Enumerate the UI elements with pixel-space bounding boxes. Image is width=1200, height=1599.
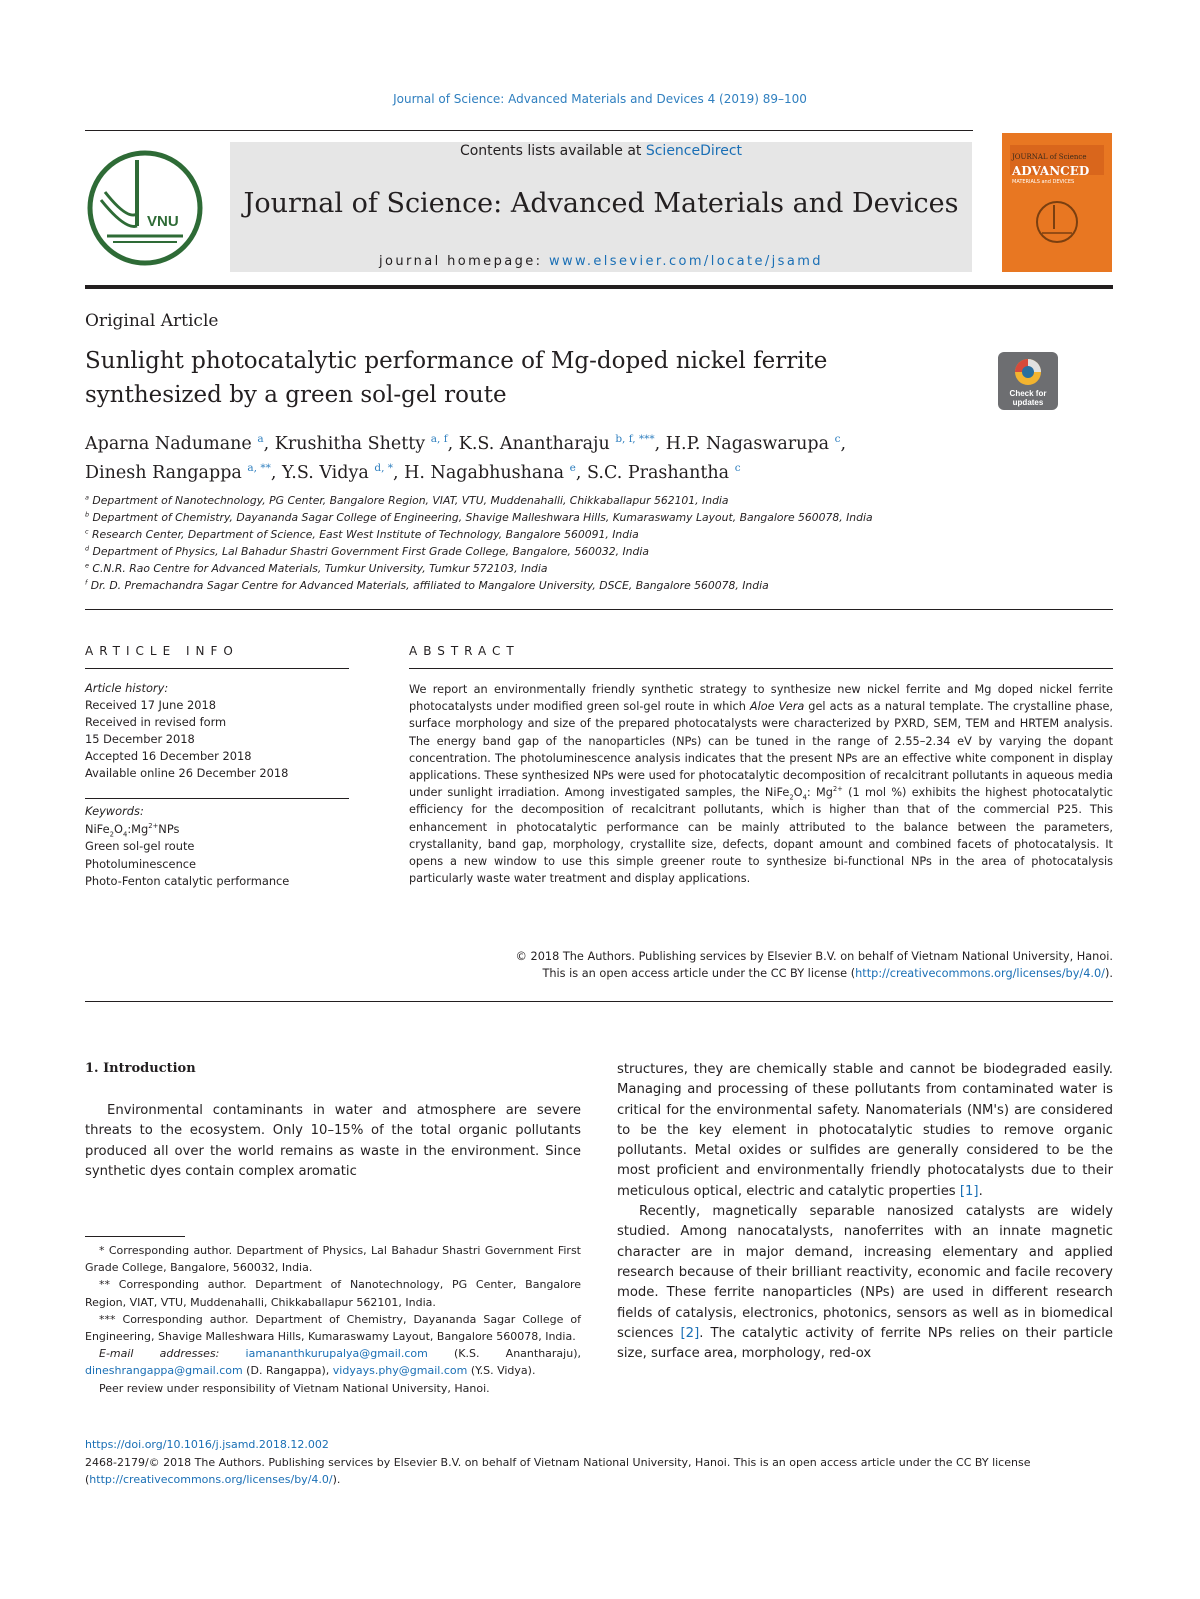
sciencedirect-link[interactable]: ScienceDirect xyxy=(645,143,743,159)
journal-cover xyxy=(1002,133,1112,272)
author-separator: , xyxy=(654,434,666,454)
contents-line xyxy=(230,143,972,159)
author-affiliation-mark[interactable]: b, f, *** xyxy=(615,433,655,446)
logo-text: VNU xyxy=(147,213,179,230)
journal-reference[interactable]: Journal of Science: Advanced Materials and Devices 4 (2019) 89–100 xyxy=(393,92,807,106)
doi-link[interactable]: https://doi.org/10.1016/j.jsamd.2018.12.002 xyxy=(85,1438,329,1451)
affiliation-item xyxy=(85,543,1085,560)
keyword-item: Photoluminescence xyxy=(85,856,197,871)
homepage-link[interactable]: www.elsevier.com/locate/jsamd xyxy=(548,254,823,269)
cover-title-small: JOURNAL of Science xyxy=(1012,153,1087,161)
journal-title: Journal of Science: Advanced Materials and Devices xyxy=(243,188,959,219)
homepage-prefix: journal homepage: xyxy=(379,254,549,269)
author-affiliation-mark[interactable]: d, * xyxy=(374,462,394,475)
abstract-text: We report an environmentally friendly synthetic strategy to synthesize new nickel ferrite and Mg doped nickel ferrite photocatalysts under modified green sol-gel route in which Aloe Vera gel acts as a natural template. The crystalline phase, surface morphology and size of the prepared photocatalysts were characterized by PXRD, SEM, TEM and HRTEM analysis. The energy band gap of the nanoparticles (NPs) can be tuned in the range of 2.55–2.34 eV by varying the dopant concentration. The photoluminescence analysis indicates that the present NPs are an effective white component in display applications. These synthesized NPs were used for photocatalytic decomposition of recalcitrant pollutants in aqueous media under sunlight irradiation. Among investigated samples, the $NiFe_2O_4$: $Mg^{2+}$ (1 mol %) exhibits the highest photocatalytic efficiency for the decomposition of recalcitrant pollutants, which is higher than that of the commercial P25. This enhancement in photocatalytic performance can be mainly attributed to the balance between the parameters, crystallanity, band gap, morphology, crystallite size, defects, dopant amount and combined facets of photocatalysis. It opens a new window to use this simple greener route to synthesize bi-functional NPs in the area of photocatalysis particularly waste water treatment and display applications. xyxy=(409,683,1114,886)
email-footnote: E-mail addresses: iamananthkurupalya@gmail.com (K.S. Anantharaju), dineshrangappa@gmail.com (D. Rangappa), vidyays.phy@gmail.com (Y.S. Vidya). xyxy=(85,1347,581,1378)
license-link-line: (http://creativecommons.org/licenses/by/4.0/). xyxy=(85,1473,341,1486)
author-separator: , xyxy=(575,463,588,483)
top-rule xyxy=(85,130,973,131)
article-title-line1: Sunlight photocatalytic performance of Mg-doped nickel ferrite xyxy=(85,348,828,374)
intro-paragraph: Environmental contaminants in water and atmosphere are severe threats to the ecosystem. Only 10–15% of the total organic pollutants produced all over the world remains as waste in the environment. Since synthetic dyes contain complex aromatic xyxy=(85,1103,581,1179)
cover-title-big: ADVANCED xyxy=(1012,164,1090,178)
affiliation-key: c xyxy=(85,527,89,536)
reference-link[interactable]: [2] xyxy=(680,1325,700,1341)
keywords-label: Keywords: xyxy=(85,804,144,818)
crossmark-label2: updates xyxy=(1012,398,1044,407)
affiliation-key: e xyxy=(85,561,89,570)
history-item: 15 December 2018 xyxy=(85,732,195,746)
vnu-logo-icon xyxy=(85,148,205,268)
affiliation-text: Department of Chemistry, Dayananda Sagar College of Engineering, Shavige Malleshwara Hills, Kumaraswamy Layout, Bangalore 560078, India xyxy=(92,511,873,525)
bottom-license xyxy=(85,1454,1113,1488)
copyright-line: © 2018 The Authors. Publishing services by Elsevier B.V. on behalf of Vietnam National University, Hanoi. xyxy=(515,950,1113,963)
cover-emblem-icon xyxy=(1034,199,1080,245)
author-separator: , xyxy=(840,434,847,454)
abstract-rule xyxy=(409,668,1113,669)
author-affiliation-mark[interactable]: a xyxy=(257,433,264,446)
affiliation-key: f xyxy=(85,578,88,587)
author-affiliation-mark[interactable]: c xyxy=(734,462,741,475)
email-link[interactable]: dineshrangappa@gmail.com xyxy=(85,1364,243,1378)
affiliation-item xyxy=(85,526,1085,543)
author-name: Aparna Nadumane xyxy=(85,434,252,454)
affiliation-item xyxy=(85,560,1085,577)
author-separator: , xyxy=(263,434,275,454)
abstract-heading: ABSTRACT xyxy=(409,644,520,658)
keyword-item: $NiFe_2O_4:Mg^{2+}NPs$ xyxy=(85,821,180,838)
article-title xyxy=(85,344,965,412)
author-separator: , xyxy=(270,463,282,483)
author-name: Krushitha Shetty xyxy=(274,434,426,454)
affiliation-list xyxy=(85,492,1085,595)
crossmark-label1: Check for xyxy=(1009,389,1047,398)
keywords xyxy=(85,803,349,891)
intro-column-right xyxy=(617,1060,1113,1364)
author-separator: , xyxy=(447,434,459,454)
article-info-rule xyxy=(85,668,349,669)
article-history xyxy=(85,680,349,782)
abstract-bottom-rule xyxy=(85,1001,1113,1002)
footnote: ** Corresponding author. Department of Nanotechnology, PG Center, Bangalore Region, VIAT, VTU, Muddenahalli, Chikkaballapur 562101, India. xyxy=(85,1278,581,1309)
affiliation-key: b xyxy=(85,510,90,519)
peer-review-note: Peer review under responsibility of Vietnam National University, Hanoi. xyxy=(99,1381,490,1395)
section-heading-introduction: 1. Introduction xyxy=(85,1061,196,1076)
affiliation-key: a xyxy=(85,493,89,502)
license-line: This is an open access article under the CC BY license (http://creativecommons.org/licenses/by/4.0/). xyxy=(542,967,1113,981)
affiliation-text: Department of Nanotechnology, PG Center, Bangalore Region, VIAT, VTU, Muddenahalli, Chikkaballapur 562101, India xyxy=(92,494,729,507)
author-name: Y.S. Vidya xyxy=(281,463,369,483)
intro-paragraph: structures, they are chemically stable and cannot be biodegraded easily. Managing and processing of these pollutants from contaminated water is critical for the environmental safety. Nanomaterials (NM's) are considered to be the key element in photocatalytic studies to remove organic pollutants. Metal oxides or sulfides are generally considered to be the most proficient and environmentally friendly photocatalysts due to their meticulous optical, electric and catalytic properties [1]. xyxy=(617,1062,1113,1199)
reference-link[interactable]: [1] xyxy=(959,1183,979,1199)
license-link[interactable]: http://creativecommons.org/licenses/by/4.0/ xyxy=(855,967,1105,981)
abstract-copyright xyxy=(409,948,1113,982)
author-name: Dinesh Rangappa xyxy=(85,463,242,483)
keyword-item: Green sol-gel route xyxy=(85,839,195,853)
footnote: * Corresponding author. Department of Physics, Lal Bahadur Shastri Government First Grade College, Bangalore, 560032, India. xyxy=(85,1244,581,1275)
cover-subtitle: MATERIALS and DEVICES xyxy=(1012,179,1075,185)
article-type: Original Article xyxy=(85,311,219,331)
author-affiliation-mark[interactable]: e xyxy=(569,462,576,475)
author-name: H. Nagabhushana xyxy=(404,463,565,483)
license-url-link[interactable]: http://creativecommons.org/licenses/by/4.0/ xyxy=(89,1473,333,1486)
footnote: *** Corresponding author. Department of Chemistry, Dayananda Sagar College of Engineering, Shavige Malleshwara Hills, Kumaraswamy Layout, Bangalore 560078, India. xyxy=(85,1312,581,1344)
author-name: K.S. Anantharaju xyxy=(458,434,610,454)
affiliation-key: d xyxy=(85,544,90,553)
author-affiliation-mark[interactable]: c xyxy=(834,433,841,446)
affiliation-text: Department of Physics, Lal Bahadur Shastri Government First Grade College, Bangalore, 560032, India xyxy=(92,545,649,559)
email-link[interactable]: iamananthkurupalya@gmail.com xyxy=(245,1347,428,1361)
history-item: Received in revised form xyxy=(85,715,227,729)
history-item: Available online 26 December 2018 xyxy=(85,766,289,780)
history-item: Received 17 June 2018 xyxy=(85,698,216,712)
header-thick-rule xyxy=(85,285,1113,289)
affiliation-text: C.N.R. Rao Centre for Advanced Materials, Tumkur University, Tumkur 572103, India xyxy=(92,562,548,576)
history-item: Accepted 16 December 2018 xyxy=(85,749,252,763)
vnu-logo xyxy=(85,148,205,268)
author-name: H.P. Nagaswarupa xyxy=(665,434,830,454)
affiliation-text: Research Center, Department of Science, East West Institute of Technology, Bangalore 560091, India xyxy=(92,528,639,542)
affiliation-item xyxy=(85,509,1085,526)
license-statement: 2468-2179/© 2018 The Authors. Publishing services by Elsevier B.V. on behalf of Vietnam National University, Hanoi. This is an open access article under the CC BY license xyxy=(85,1456,1031,1469)
intro-column-left xyxy=(85,1101,581,1182)
affiliation-rule xyxy=(85,609,1113,610)
affiliation-text: Dr. D. Premachandra Sagar Centre for Advanced Materials, affiliated to Mangalore University, DSCE, Bangalore 560078, India xyxy=(90,579,769,593)
author-name: S.C. Prashantha xyxy=(587,463,730,483)
history-label: Article history: xyxy=(85,681,169,695)
check-for-updates-button[interactable] xyxy=(998,352,1058,410)
author-affiliation-mark[interactable]: a, ** xyxy=(247,462,271,475)
keywords-rule xyxy=(85,798,349,799)
article-title-line2: synthesized by a green sol-gel route xyxy=(85,382,507,408)
author-list xyxy=(85,430,1075,488)
affiliation-item xyxy=(85,577,1085,594)
intro-paragraph: Recently, magnetically separable nanosized catalysts are widely studied. Among nanocatalysts, nanoferrites with an innate magnetic character are in major demand, increasing elementary and applied research because of their brilliant reactivity, economic and facile recovery mode. These ferrite nanoparticles (NPs) are used in different research fields of catalysis, electronics, photonics, sensors as well as in biomedical sciences [2]. The catalytic activity of ferrite NPs relies on their particle size, surface area, morphology, red-ox xyxy=(617,1204,1113,1362)
affiliation-item xyxy=(85,492,1085,509)
article-info-heading: ARTICLE INFO xyxy=(85,644,239,658)
homepage-line xyxy=(230,254,972,269)
footnotes xyxy=(85,1242,581,1397)
footnote-rule xyxy=(85,1236,185,1237)
author-affiliation-mark[interactable]: a, f xyxy=(430,433,448,446)
crossmark-icon xyxy=(998,352,1058,410)
contents-prefix: Contents lists available at xyxy=(459,143,646,159)
email-link[interactable]: vidyays.phy@gmail.com xyxy=(332,1364,468,1378)
keyword-item: Photo-Fenton catalytic performance xyxy=(85,874,290,888)
author-separator: , xyxy=(393,463,405,483)
